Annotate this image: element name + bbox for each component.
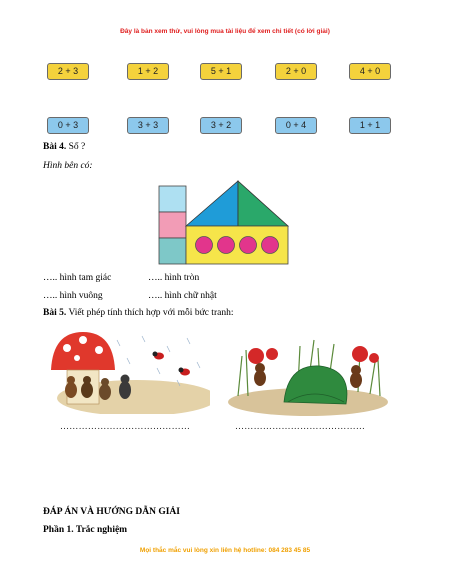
expression-card: 1 + 2 — [127, 63, 169, 80]
circle — [262, 237, 279, 254]
circle — [240, 237, 257, 254]
count-circles: ….. hình tròn — [148, 273, 200, 283]
exercise-4-label: Bài 4. — [43, 142, 67, 152]
square-top — [159, 186, 186, 212]
expression-card: 3 + 2 — [200, 117, 242, 134]
circle — [218, 237, 235, 254]
picture-ants-leaf — [228, 326, 388, 416]
exercise-5-text: Viết phép tính thích hợp với mỗi bức tranh: — [68, 308, 234, 318]
exercise-4-subtitle: Hình bên có: — [43, 161, 93, 171]
square-middle — [159, 212, 186, 238]
answers-title: ĐÁP ÁN VÀ HƯỚNG DẪN GIẢI — [43, 507, 180, 517]
expression-card: 3 + 3 — [127, 117, 169, 134]
answer-line-1: …………………………………… — [60, 421, 191, 431]
exercise-5-heading — [43, 308, 233, 318]
expression-card: 1 + 1 — [349, 117, 391, 134]
triangle-green — [238, 181, 288, 226]
circle — [196, 237, 213, 254]
preview-banner: Đây là bản xem thử, vui lòng mua tài liệu để xem chi tiết (có lời giải) — [120, 28, 330, 35]
expression-card: 5 + 1 — [200, 63, 242, 80]
shapes-figure — [158, 180, 292, 266]
expression-card: 2 + 0 — [275, 63, 317, 80]
exercise-4-text: Số ? — [68, 142, 86, 152]
count-rectangles: ….. hình chữ nhật — [148, 291, 217, 301]
hotline-banner: Mọi thắc mắc vui lòng xin liên hệ hotline: 084 283 45 85 — [139, 547, 311, 554]
answer-line-2: …………………………………… — [235, 421, 366, 431]
expression-card: 4 + 0 — [349, 63, 391, 80]
count-triangles: ….. hình tam giác — [43, 273, 112, 283]
exercise-4-heading — [43, 142, 85, 152]
triangle-blue — [186, 181, 238, 226]
expression-card: 0 + 4 — [275, 117, 317, 134]
exercise-5-label: Bài 5. — [43, 308, 67, 318]
expression-card: 0 + 3 — [47, 117, 89, 134]
picture-mushroom-rain — [47, 328, 210, 414]
count-squares: ….. hình vuông — [43, 291, 103, 301]
part1-title: Phần 1. Trắc nghiệm — [43, 525, 128, 535]
square-bottom — [159, 238, 186, 264]
expression-card: 2 + 3 — [47, 63, 89, 80]
